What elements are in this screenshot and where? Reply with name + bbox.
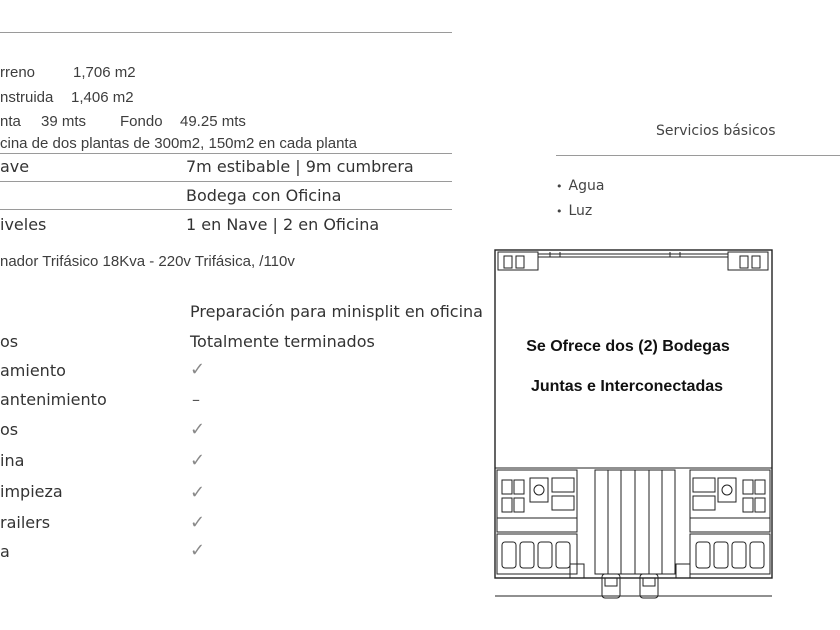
terreno-value: 1,706 m2 bbox=[73, 64, 136, 81]
power-line: nador Trifásico 18Kva - 220v Trifásica, /110v bbox=[0, 253, 295, 270]
service-item-agua bbox=[556, 178, 604, 194]
feature-check-trailers: ✓ bbox=[190, 512, 206, 533]
feature-label-limpieza: impieza bbox=[0, 482, 63, 501]
feature-dash-mantenimiento: – bbox=[192, 390, 200, 409]
feature-check-limpieza: ✓ bbox=[190, 482, 206, 503]
feature-check-4: ✓ bbox=[190, 419, 206, 440]
table-rule-3 bbox=[0, 209, 452, 210]
floor-plan bbox=[490, 246, 780, 606]
oficina-line: cina de dos plantas de 300m2, 150m2 en cada planta bbox=[0, 135, 357, 152]
feature-check-cocina: ✓ bbox=[190, 450, 206, 471]
feature-value-acabados: Totalmente terminados bbox=[190, 332, 375, 351]
nave-label: ave bbox=[0, 157, 30, 176]
fondo-value: 49.25 mts bbox=[180, 113, 246, 130]
tipo-value: Bodega con Oficina bbox=[186, 186, 342, 205]
frente-value: 39 mts bbox=[41, 113, 87, 130]
construida-value: 1,406 m2 bbox=[71, 89, 134, 106]
bullet-icon: • bbox=[556, 205, 563, 218]
feature-label-cocina: ina bbox=[0, 451, 25, 470]
niveles-value: 1 en Nave | 2 en Oficina bbox=[186, 215, 380, 234]
feature-label-mantenimiento: antenimiento bbox=[0, 390, 107, 409]
terreno-label: rreno bbox=[0, 64, 36, 81]
nave-value: 7m estibable | 9m cumbrera bbox=[186, 157, 414, 176]
feature-label-acabados: os bbox=[0, 332, 19, 351]
feature-check-8: ✓ bbox=[190, 540, 206, 561]
minisplit-value: Preparación para minisplit en oficina bbox=[190, 302, 483, 321]
feature-label-8: a bbox=[0, 542, 10, 561]
service-item-label: Agua bbox=[568, 178, 605, 194]
niveles-label: iveles bbox=[0, 215, 47, 234]
services-divider bbox=[556, 155, 840, 156]
plan-line-2: Juntas e Interconectadas bbox=[530, 378, 724, 395]
frente-label: nta bbox=[0, 113, 21, 130]
top-divider bbox=[0, 32, 452, 33]
service-item-label: Luz bbox=[568, 203, 593, 219]
table-rule-1 bbox=[0, 153, 452, 154]
construida-label: nstruida bbox=[0, 89, 54, 106]
feature-check-estacionamiento: ✓ bbox=[190, 359, 206, 380]
feature-label-4: os bbox=[0, 420, 19, 439]
feature-label-estacionamiento: amiento bbox=[0, 361, 66, 380]
plan-line-1: Se Ofrece dos (2) Bodegas bbox=[526, 338, 730, 355]
services-title: Servicios básicos bbox=[656, 123, 776, 139]
table-rule-2 bbox=[0, 181, 452, 182]
fondo-label: Fondo bbox=[120, 113, 163, 130]
service-item-luz bbox=[556, 203, 592, 219]
feature-label-trailers: railers bbox=[0, 513, 51, 532]
bullet-icon: • bbox=[556, 180, 563, 193]
